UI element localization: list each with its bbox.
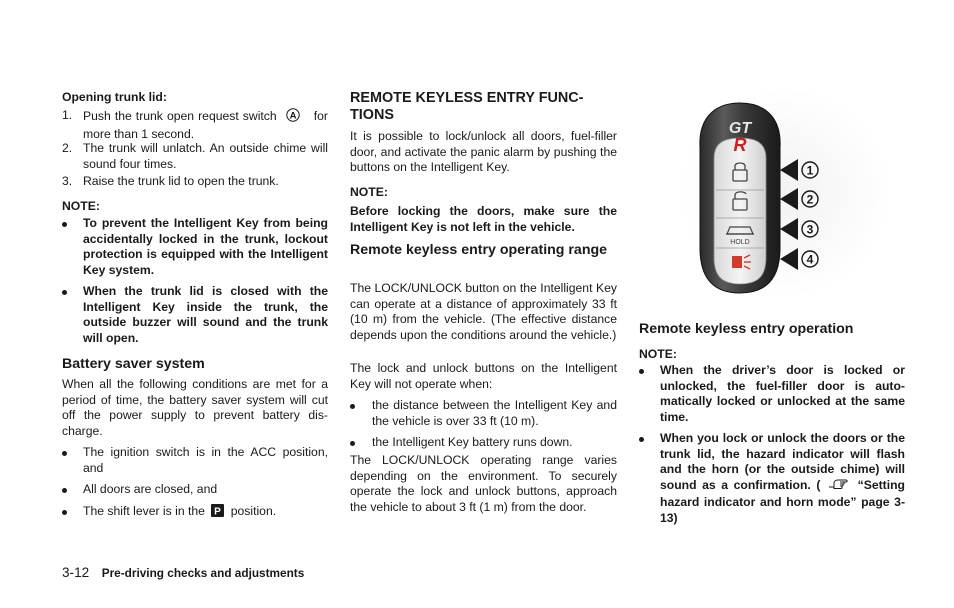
intelligent-key-illustration xyxy=(680,88,890,298)
step-number: 1. xyxy=(62,108,73,122)
operation-note-2-text-a: When you lock or unlock the doors or the trunk lid, the hazard indicator will flash and the horn (or the outside chime) will sound as a confirmation. ( xyxy=(660,431,905,492)
gtr-logo-text: GT xyxy=(728,120,752,137)
reference-hand-icon xyxy=(828,478,850,496)
operation-note-2 xyxy=(660,431,905,527)
bullet-dot xyxy=(639,369,644,374)
bullet-dot xyxy=(62,222,67,227)
park-position-p-label: P xyxy=(214,506,222,517)
operation-note-1: When the driver’s door is locked or unlocked, the fuel-filler door is auto-matically locked or unlocked at the same time. xyxy=(660,363,905,424)
park-position-p-icon xyxy=(211,504,224,522)
note-label: NOTE: xyxy=(350,185,388,199)
battery-saver-paragraph: When all the following conditions are met for a period of time, the battery saver system will cut off the power supply to prevent battery dis-charge. xyxy=(62,377,328,438)
note-item-2: When the trunk lid is closed with the Intelligent Key inside the trunk, the outside buzzer will sound and the trunk will open. xyxy=(83,284,328,345)
bullet-dot xyxy=(62,510,67,515)
operating-range-paragraph-3: The LOCK/UNLOCK operating range varies depending on the environment. To securely operate the lock and unlock buttons, approach the vehicle to about 3 ft (1 m) from the door. xyxy=(350,453,617,514)
step-2: The trunk will unlatch. An outside chime will sound four times. xyxy=(83,141,328,171)
shift-text-a: The shift lever is in the xyxy=(83,504,205,518)
operating-range-paragraph-1: The LOCK/UNLOCK button on the Intelligent Key can operate at a distance of approximately 33 ft (10 m) from the vehicle. (The effective distance depends upon the conditions around the vehicle.) xyxy=(350,281,617,342)
bullet-dot xyxy=(62,451,67,456)
trunk-switch-a-label: A xyxy=(289,110,297,122)
svg-text:3: 3 xyxy=(806,222,814,237)
step-1-text-b: for more than 1 second. xyxy=(83,109,328,141)
battery-saver-heading: Battery saver system xyxy=(62,356,205,372)
page-number: 3-12 xyxy=(62,565,90,580)
step-1 xyxy=(83,108,328,142)
operation-note-2-text-b: “Setting hazard indicator and horn mode” page 3-13) xyxy=(660,477,905,525)
page-footer xyxy=(62,565,304,580)
battery-bullet-3 xyxy=(83,504,328,522)
step-3: Raise the trunk lid to open the trunk. xyxy=(83,174,279,188)
range-bullet-2: the Intelligent Key battery runs down. xyxy=(372,435,573,449)
operating-range-heading: Remote keyless entry operating range xyxy=(350,242,608,258)
range-bullet-1: the distance between the Intelligent Key and the vehicle is over 33 ft (10 m). xyxy=(372,398,617,428)
step-number: 2. xyxy=(62,141,73,155)
bullet-dot xyxy=(350,404,355,409)
bullet-dot xyxy=(639,437,644,442)
note-label: NOTE: xyxy=(62,199,100,213)
step-number: 3. xyxy=(62,174,73,188)
svg-text:1: 1 xyxy=(806,163,814,178)
bullet-dot xyxy=(62,488,67,493)
remote-keyless-intro: It is possible to lock/unlock all doors, fuel-filler door, and activate the panic alarm by pushing the buttons on the Intelligent Key. xyxy=(350,129,617,175)
bullet-dot xyxy=(62,290,67,295)
svg-text:4: 4 xyxy=(806,252,814,267)
gtr-logo-r: R xyxy=(733,135,747,155)
keyless-operation-heading: Remote keyless entry operation xyxy=(639,321,854,337)
hold-label: HOLD xyxy=(730,239,750,246)
operating-range-paragraph-2: The lock and unlock buttons on the Intelligent Key will not operate when: xyxy=(350,361,617,391)
trunk-switch-a-icon xyxy=(286,108,300,127)
opening-trunk-heading: Opening trunk lid: xyxy=(62,90,167,104)
note-label: NOTE: xyxy=(639,347,677,361)
svg-text:2: 2 xyxy=(806,192,814,207)
note-item-1: To prevent the Intelligent Key from being accidentally locked in the trunk, lockout protection is equipped with the Intelligent Key system. xyxy=(83,216,328,277)
note-text: Before locking the doors, make sure the Intelligent Key is not left in the vehicle. xyxy=(350,204,617,234)
battery-bullet-2: All doors are closed, and xyxy=(83,482,218,496)
step-1-text-a: Push the trunk open request switch xyxy=(83,109,277,123)
battery-bullet-1: The ignition switch is in the ACC position, and xyxy=(83,445,328,475)
section-title: Pre-driving checks and adjustments xyxy=(101,566,305,580)
remote-keyless-heading: REMOTE KEYLESS ENTRY FUNC-TIONS xyxy=(350,90,584,123)
bullet-dot xyxy=(350,441,355,446)
shift-text-b: position. xyxy=(230,504,277,518)
